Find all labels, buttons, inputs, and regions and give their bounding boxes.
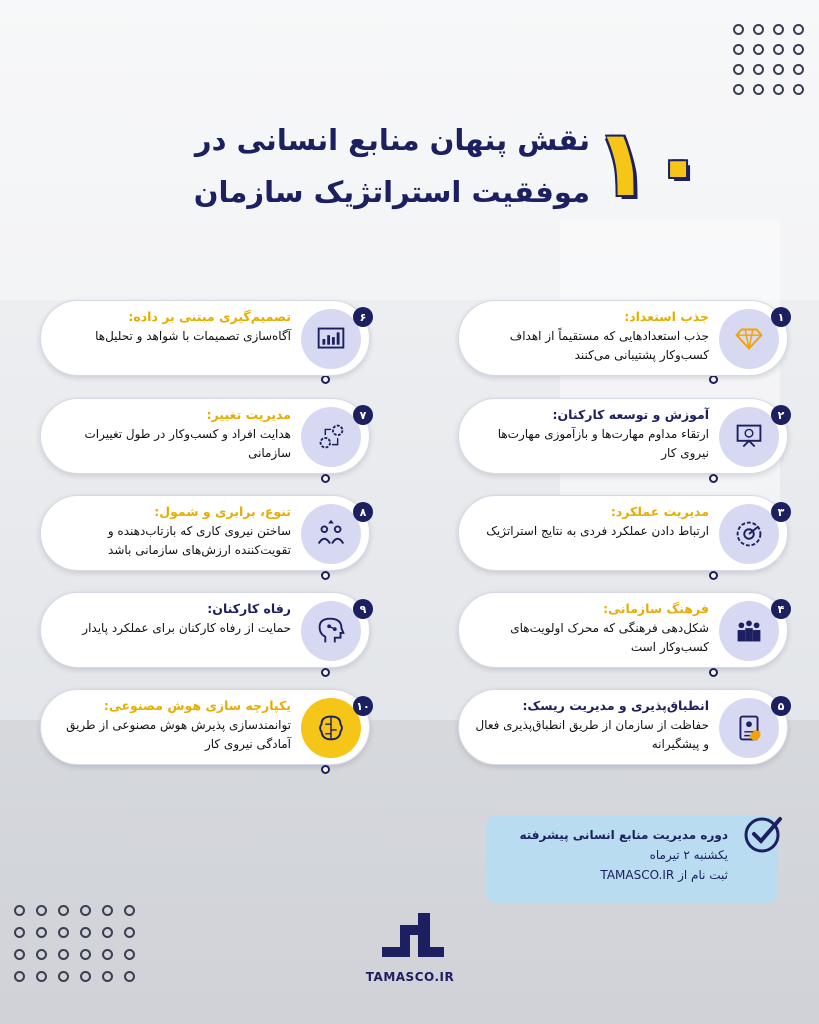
- card-description: حفاظت از سازمان از طریق انطباق‌پذیری فعال و پیشگیرانه: [475, 718, 709, 751]
- card-talent-acquisition: [458, 300, 788, 376]
- target-gauge-icon: [719, 504, 779, 564]
- ai-brain-icon: [301, 698, 361, 758]
- item-number-badge: ۶: [353, 307, 373, 327]
- card-performance-management: [458, 495, 788, 571]
- card-title: جذب استعداد:: [624, 309, 709, 324]
- card-description: ساختن نیروی کاری که بازتاب‌دهنده و تقویت‌کننده ارزش‌های سازمانی باشد: [107, 524, 291, 557]
- card-description: جذب استعدادهایی که مستقیماً از اهداف کسب‌وکار پشتیبانی می‌کنند: [509, 329, 709, 362]
- card-description: توانمندسازی پذیرش هوش مصنوعی از طریق آمادگی نیروی کار: [66, 718, 291, 751]
- card-compliance-risk: [458, 689, 788, 765]
- card-description: هدایت افراد و کسب‌وکار در طول تغییرات سازمانی: [84, 427, 291, 460]
- card-description: حمایت از رفاه کارکنان برای عملکرد پایدار: [82, 621, 291, 635]
- connector-dot: [709, 571, 718, 580]
- card-diversity-equity-inclusion: [40, 495, 370, 571]
- team-group-icon: [719, 601, 779, 661]
- check-circle-icon: [740, 811, 786, 857]
- item-number-badge: ۱: [771, 307, 791, 327]
- diverse-people-icon: [301, 504, 361, 564]
- title-line-1: نقش پنهان منابع انسانی در: [194, 123, 590, 157]
- card-description: آگاه‌سازی تصمیمات با شواهد و تحلیل‌ها: [95, 329, 291, 343]
- decorative-dots-top: [733, 24, 804, 95]
- connector-dot: [709, 375, 718, 384]
- title-line-2: موفقیت استراتژیک سازمان: [193, 175, 590, 209]
- promo-title: دوره مدیریت منابع انسانی پیشرفته: [519, 828, 728, 842]
- item-number-badge: ۵: [771, 696, 791, 716]
- connector-dot: [321, 668, 330, 677]
- item-number-badge: ۸: [353, 502, 373, 522]
- card-ai-integration: [40, 689, 370, 765]
- head-circuit-icon: [301, 601, 361, 661]
- presentation-board-icon: [719, 407, 779, 467]
- promo-register-link[interactable]: ثبت نام از TAMASCO.IR: [600, 868, 728, 882]
- brand-website[interactable]: TAMASCO.IR: [365, 970, 455, 984]
- diamond-people-icon: [719, 309, 779, 369]
- course-promo-box[interactable]: [486, 815, 778, 903]
- card-title: تصمیم‌گیری مبتنی بر داده:: [128, 309, 291, 324]
- id-badge-shield-icon: [719, 698, 779, 758]
- connector-dot: [321, 571, 330, 580]
- item-number-badge: ۹: [353, 599, 373, 619]
- card-title: تنوع، برابری و شمول:: [154, 504, 291, 519]
- decorative-dots-bottom: [14, 905, 135, 982]
- connector-dot: [321, 765, 330, 774]
- card-change-management: [40, 398, 370, 474]
- title-number: ۱۰: [593, 110, 707, 217]
- card-employee-wellbeing: [40, 592, 370, 668]
- card-description: شکل‌دهی فرهنگی که محرک اولویت‌های کسب‌وکار است: [510, 621, 709, 654]
- gears-process-icon: [301, 407, 361, 467]
- card-data-driven-decisions: [40, 300, 370, 376]
- connector-dot: [709, 474, 718, 483]
- item-number-badge: ۷: [353, 405, 373, 425]
- item-number-badge: ۱۰: [353, 696, 373, 716]
- card-title: فرهنگ سازمانی:: [603, 601, 709, 616]
- card-description: ارتقاء مداوم مهارت‌ها و بازآموزی مهارت‌ها نیروی کار: [497, 427, 709, 460]
- card-training-development: [458, 398, 788, 474]
- card-title: یکپارچه سازی هوش مصنوعی:: [103, 698, 291, 713]
- connector-dot: [709, 668, 718, 677]
- analytics-chart-icon: [301, 309, 361, 369]
- item-number-badge: ۴: [771, 599, 791, 619]
- card-title: آموزش و توسعه کارکنان:: [552, 407, 709, 422]
- connector-dot: [321, 375, 330, 384]
- card-title: مدیریت تغییر:: [206, 407, 291, 422]
- page-title: [120, 112, 720, 222]
- card-description: ارتباط دادن عملکرد فردی به نتایج استراتژیک: [486, 524, 709, 538]
- card-title: مدیریت عملکرد:: [610, 504, 709, 519]
- connector-dot: [321, 474, 330, 483]
- item-number-badge: ۳: [771, 502, 791, 522]
- promo-date: یکشنبه ۲ تیرماه: [649, 848, 728, 862]
- card-title: انطباق‌پذیری و مدیریت ریسک:: [522, 698, 709, 713]
- card-title: رفاه کارکنان:: [207, 601, 291, 616]
- item-number-badge: ۲: [771, 405, 791, 425]
- card-organizational-culture: [458, 592, 788, 668]
